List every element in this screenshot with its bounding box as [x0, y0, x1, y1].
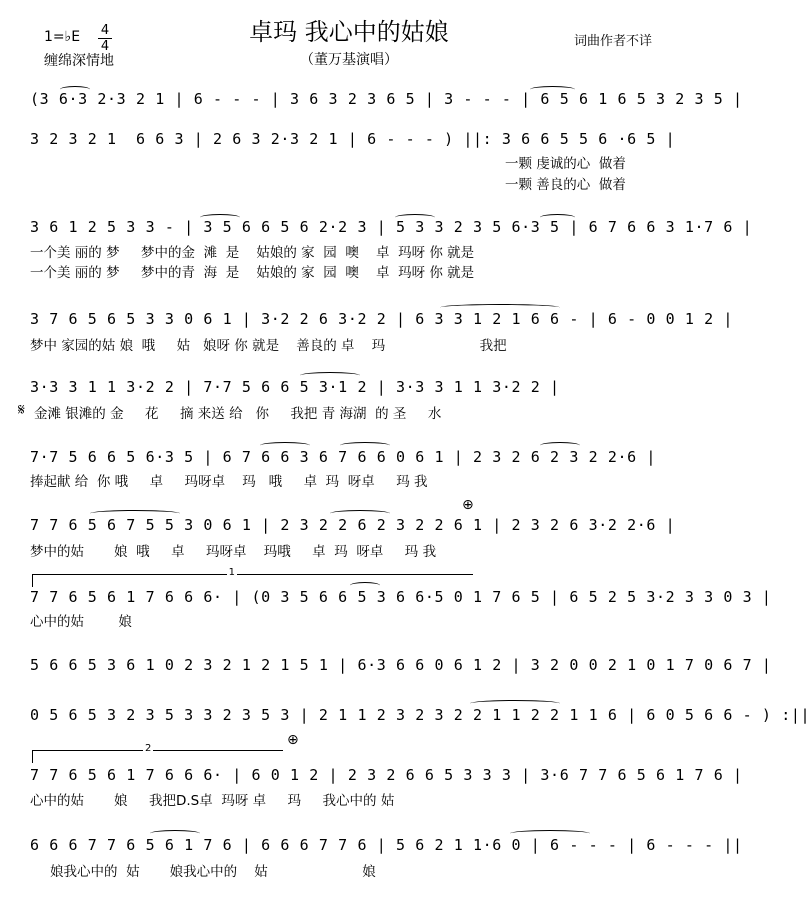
score-row-7-lyric: 梦中的姑 娘 哦 卓 玛呀卓 玛哦 卓 玛 呀卓 玛 我 — [30, 544, 437, 560]
score-row-4-notes: 3 7 6 5 6 5 3 3 0 6 1 | 3·2 2 6 3·2 2 | 6 3 3 1 2 1 6 6 - | 6 - 0 0 1 2 | — [30, 310, 734, 328]
time-sig-top: 4 — [100, 23, 110, 38]
slur-arc — [200, 214, 240, 221]
slur-arc — [530, 86, 575, 93]
score-row-8-lyric: 心中的姑 娘 — [30, 614, 132, 630]
slur-arc — [510, 830, 590, 837]
slur-arc — [330, 510, 390, 517]
score-row-1-notes: (3 6·3 2·3 2 1 | 6 - - - | 3 6 3 2 3 6 5 | 3 - - - | 6 5 6 1 6 5 3 2 3 5 | — [30, 90, 743, 108]
tempo-marking: 缠绵深情地 — [44, 53, 114, 69]
score-row-3-lyric-2: 一个美 丽的 梦 梦中的青 海 是 姑娘的 家 园 噢 卓 玛呀 你 就是 — [30, 265, 475, 281]
composer-credit: 词曲作者不详 — [573, 34, 652, 49]
slur-arc — [540, 442, 580, 449]
score-row-11-notes: 7 7 6 5 6 1 7 6 6 6· | 6 0 1 2 | 2 3 2 6 6 5 3 3 3 | 3·6 7 7 6 5 6 1 7 6 | — [30, 766, 743, 784]
singer-credit: （董万基演唱） — [300, 52, 398, 68]
score-row-5-notes: 3·3 3 1 1 3·2 2 | 7·7 5 6 6 5 3·1 2 | 3·3 3 1 1 3·2 2 | — [30, 378, 560, 396]
time-signature — [98, 24, 112, 53]
song-title: 卓玛 我心中的姑娘 — [249, 18, 449, 46]
slur-arc — [300, 372, 360, 379]
slur-arc — [395, 214, 435, 221]
slur-arc — [60, 86, 90, 93]
key-signature: 1=♭E — [44, 29, 81, 45]
score-row-12-lyric: 娘我心中的 姑 娘我心中的 姑 娘 — [50, 864, 376, 880]
score-row-2-lyric-1: 一颗 虔诚的心 做着 — [505, 156, 626, 172]
score-row-8-notes: 7 7 6 5 6 1 7 6 6 6· | (0 3 5 6 6 5 3 6 6·5 0 1 7 6 5 | 6 5 2 5 3·2 3 3 0 3 | — [30, 588, 772, 606]
volta-2-bracket — [32, 743, 283, 763]
score-row-12-notes: 6 6 6 7 7 6 5 6 1 7 6 | 6 6 6 7 7 6 | 5 6 2 1 1·6 0 | 6 - - - | 6 - - - || — [30, 836, 743, 854]
score-row-3-notes: 3 6 1 2 5 3 3 - | 3 5 6 6 5 6 2·2 3 | 5 3 3 2 3 5 6·3 5 | 6 7 6 6 3 1·7 6 | — [30, 218, 753, 236]
score-row-6-lyric: 捧起献 给 你 哦 卓 玛呀卓 玛 哦 卓 玛 呀卓 玛 我 — [30, 474, 428, 490]
slur-arc — [440, 304, 560, 311]
slur-arc — [470, 700, 560, 707]
volta-1-number: 1 — [228, 567, 235, 578]
score-row-5-lyric: 金滩 银滩的 金 花 摘 来送 给 你 我把 青 海湖 的 圣 水 — [34, 406, 442, 422]
coda-sign-2: ⊕ — [287, 732, 299, 748]
time-sig-bottom: 4 — [100, 39, 110, 54]
score-row-7-notes: 7 7 6 5 6 7 5 5 3 0 6 1 | 2 3 2 2 6 2 3 2 2 6 1 | 2 3 2 6 3·2 2·6 | — [30, 516, 676, 534]
slur-arc — [340, 442, 390, 449]
slur-arc — [90, 510, 180, 517]
score-row-6-notes: 7·7 5 6 6 5 6·3 5 | 6 7 6 6 3 6 7 6 6 0 6 1 | 2 3 2 6 2 3 2 2·6 | — [30, 448, 656, 466]
slur-arc — [150, 830, 200, 837]
slur-arc — [540, 214, 575, 221]
score-row-4-lyric: 梦中 家园的姑 娘 哦 姑 娘呀 你 就是 善良的 卓 玛 我把 — [30, 338, 507, 354]
score-row-2-lyric-2: 一颗 善良的心 做着 — [505, 177, 626, 193]
score-row-9-notes: 5 6 6 5 3 6 1 0 2 3 2 1 2 1 5 1 | 6·3 6 6 0 6 1 2 | 3 2 0 0 2 1 0 1 7 0 6 7 | — [30, 656, 772, 674]
slur-arc — [350, 582, 380, 589]
score-row-3-lyric-1: 一个美 丽的 梦 梦中的金 滩 是 姑娘的 家 园 噢 卓 玛呀 你 就是 — [30, 245, 475, 261]
score-row-10-notes: 0 5 6 5 3 2 3 5 3 3 2 3 5 3 | 2 1 1 2 3 2 3 2 2 1 1 2 2 1 1 6 | 6 0 5 6 6 - ) :|| — [30, 706, 810, 724]
segno-sign: 𝄋 — [18, 400, 25, 419]
coda-sign-1: ⊕ — [462, 497, 474, 513]
score-row-2-notes: 3 2 3 2 1 6 6 3 | 2 6 3 2·3 2 1 | 6 - - - ) ||: 3 6 6 5 5 6 ·6 5 | — [30, 130, 676, 148]
volta-2-number: 2 — [145, 743, 152, 754]
score-row-11-lyric: 心中的姑 娘 我把D.S卓 玛呀 卓 玛 我心中的 姑 — [30, 793, 395, 809]
volta-1-bracket — [32, 567, 473, 587]
slur-arc — [260, 442, 310, 449]
